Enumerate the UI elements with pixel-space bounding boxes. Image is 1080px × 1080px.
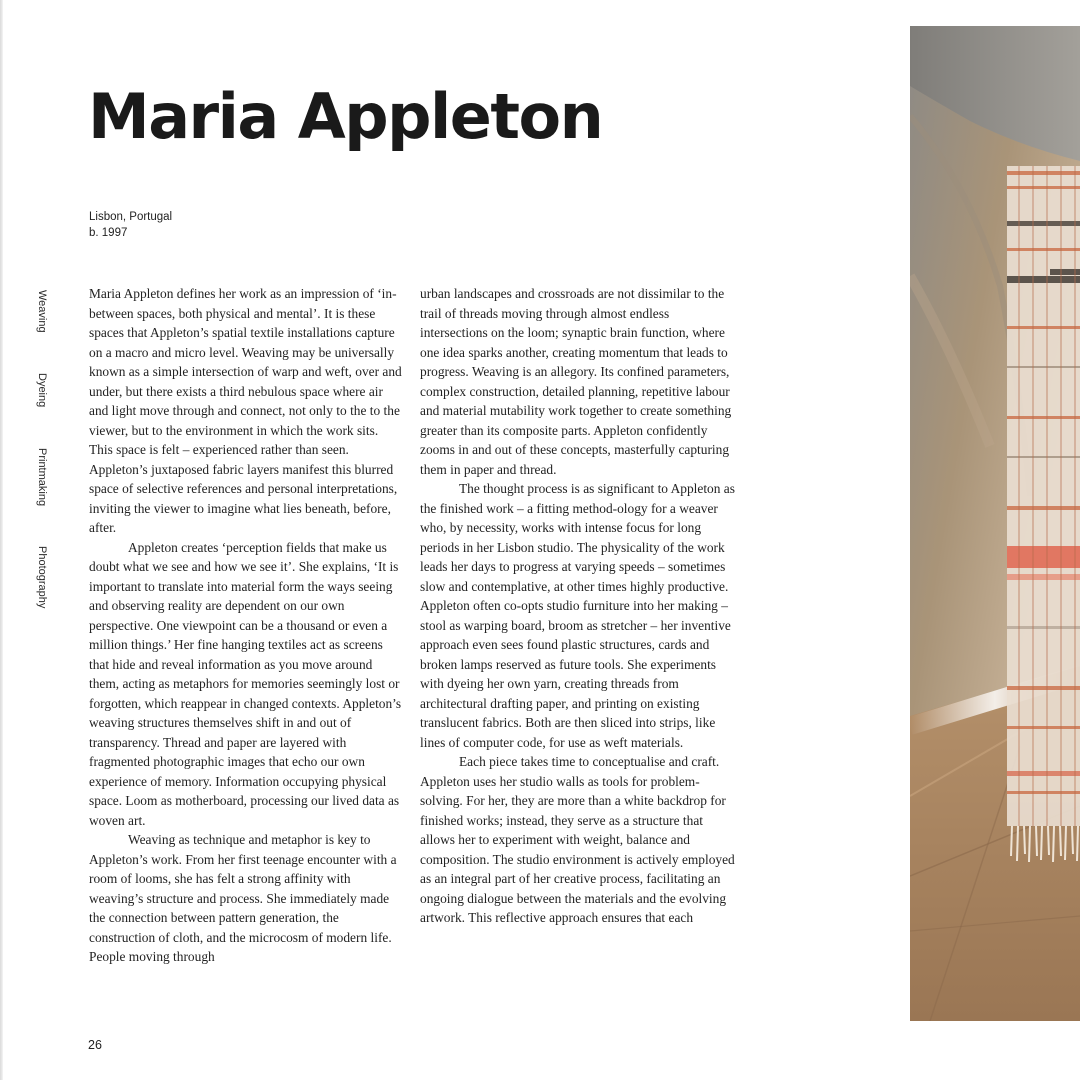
artist-meta <box>89 209 172 241</box>
body-paragraph: Maria Appleton defines her work as an impression of ‘in-between spaces, both physical and mental’. It is these spaces that Appleton’s spatial textile installations capture on a macro and micro level. Weaving may be universally known as a simple intersection of warp and weft, over and under, but there exists a third nebulous space where air and light move through and connect, not only to the to the viewer, but to the environment in which the work sits. This space is felt – experienced rather than seen. Appleton’s juxtaposed fabric layers manifest this blurred space of selective references and personal interpretations, inviting the viewer to imagine what lies beneath, before, after. <box>89 286 402 535</box>
body-paragraph: urban landscapes and crossroads are not dissimilar to the trail of threads moving through almost endless intersections on the loom; synaptic brain function, where one idea sparks another, creating momentum that leads to progress. Weaving is an allegory. Its confined parameters, complex construction, detailed planning, repetitive labour and material mutability work together to create something greater than its composite parts. Appleton confidently zooms in and out of these concepts, masterfully capturing them in paper and thread. <box>420 286 732 477</box>
side-nav-printmaking[interactable]: Printmaking <box>36 448 48 507</box>
page-gutter-edge <box>0 0 3 1080</box>
side-nav-photography[interactable]: Photography <box>36 546 48 609</box>
side-nav-weaving[interactable]: Weaving <box>36 290 48 333</box>
body-column-left <box>89 284 402 967</box>
side-category-nav <box>36 290 54 630</box>
artist-location: Lisbon, Portugal <box>89 211 173 223</box>
installation-photo <box>910 26 1080 1021</box>
page-title: Maria Appleton <box>88 80 603 153</box>
body-column-right <box>420 284 740 928</box>
artist-birth-year: b. 1997 <box>89 227 128 239</box>
side-nav-dyeing[interactable]: Dyeing <box>36 373 48 408</box>
page-number: 26 <box>88 1038 102 1052</box>
body-paragraph: The thought process is as significant to Appleton as the finished work – a fitting method-ology for a weaver who, by necessity, works with intense focus for long periods in her Lisbon studio. The physicality of the work leads her days to progress at varying speeds – sometimes slow and contemplative, at other times highly productive. Appleton often co-opts studio furniture into her making – stool as warping board, broom as stretcher – her inventive approach even sees found plastic structures, cards and broken lamps reserved as future tools. She experiments with dyeing her own yarn, creating threads from architectural drafting paper, and printing on existing translucent fabrics. Both are then sliced into strips, like lines of computer code, for use as weft materials. <box>420 481 735 750</box>
body-paragraph: Appleton creates ‘perception fields that make us doubt what we see and how we see it’. She explains, ‘It is important to translate into material form the ways seeing and observing reality are dependent on our own perspective. One viewpoint can be a thousand or even a million things.’ Her fine hanging textiles act as screens that hide and reveal information as you move around them, acting as metaphors for memories seemingly lost or forgotten, which reappear in changed contexts. Appleton’s weaving structures themselves shift in and out of transparency. Thread and paper are layered with fragmented photographic images that echo our own experience of memory. Information occupying physical space. Loom as motherboard, processing our lived data as woven art. <box>89 539 402 828</box>
body-paragraph: Each piece takes time to conceptualise and craft. Appleton uses her studio walls as tools for problem-solving. For her, they are more than a white backdrop for finished works; instead, they serve as a structure that allows her to experiment with weight, balance and composition. The studio environment is actively employed as an integral part of her creative process, facilitating an ongoing dialogue between the materials and the evolving artwork. This reflective approach ensures that each <box>420 754 735 925</box>
body-paragraph: Weaving as technique and metaphor is key to Appleton’s work. From her first teenage encounter with a room of looms, she has felt a strong affinity with weaving’s structure and process. She immediately made the connection between pattern generation, the construction of cloth, and the microcosm of modern life. People moving through <box>89 832 397 964</box>
